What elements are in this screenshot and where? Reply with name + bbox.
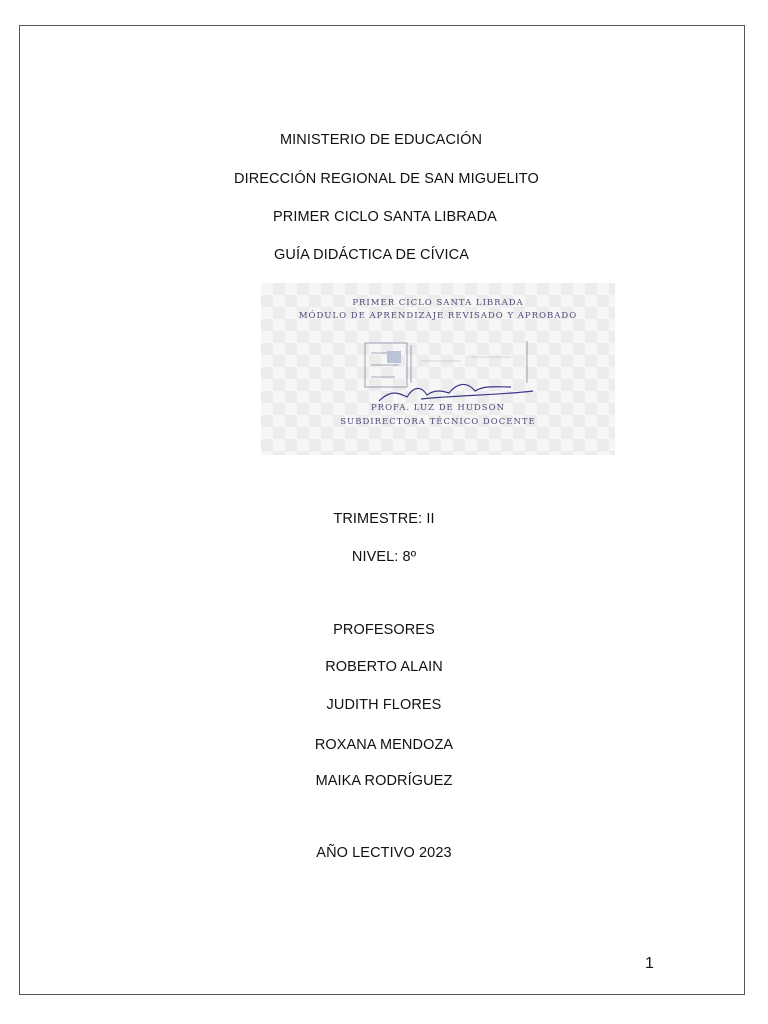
stamp-seal-box: [365, 341, 527, 387]
school-year: AÑO LECTIVO 2023: [316, 845, 452, 861]
school-title: PRIMER CICLO SANTA LIBRADA: [273, 209, 497, 225]
ministry-title: MINISTERIO DE EDUCACIÓN: [280, 132, 483, 148]
region-title: DIRECCIÓN REGIONAL DE SAN MIGUELITO: [234, 171, 539, 187]
stamp-name-line: PROFA. LUZ DE HUDSON: [370, 403, 506, 413]
teacher-name: ROBERTO ALAIN: [325, 659, 443, 675]
teacher-name: MAIKA RODRÍGUEZ: [315, 773, 453, 789]
stamp-approval-line: MÓDULO DE APRENDIZAJE REVISADO Y APROBADO: [298, 311, 578, 321]
guide-title: GUÍA DIDÁCTICA DE CÍVICA: [274, 247, 469, 263]
stamp-role-line: SUBDIRECTORA TÉCNICO DOCENTE: [340, 417, 536, 427]
stamp-graphics: [261, 283, 615, 455]
page-number: 1: [645, 955, 654, 972]
teacher-name: ROXANA MENDOZA: [314, 737, 454, 753]
teacher-name: JUDITH FLORES: [326, 697, 442, 713]
trimester-label: TRIMESTRE: II: [333, 511, 435, 527]
teachers-heading: PROFESORES: [333, 622, 435, 638]
stamp-school-line: PRIMER CICLO SANTA LIBRADA: [352, 298, 524, 308]
level-label: NIVEL: 8º: [351, 549, 417, 565]
approval-stamp-image: [261, 283, 615, 455]
